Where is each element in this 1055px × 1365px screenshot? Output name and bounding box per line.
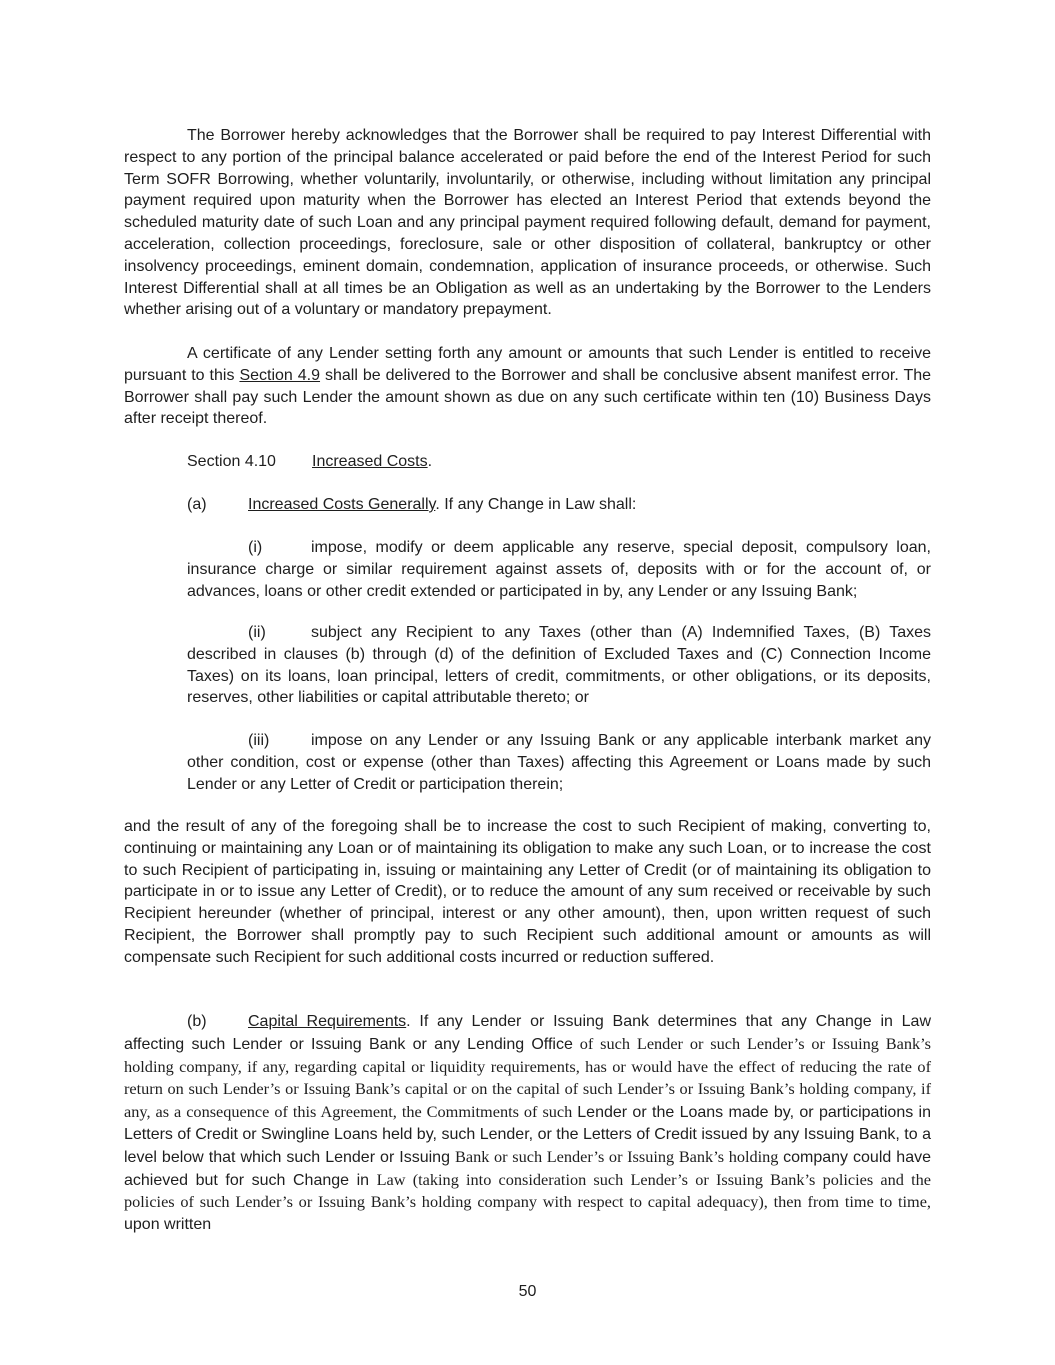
clause-b-title: Capital Requirements xyxy=(248,1013,407,1030)
paragraph-result: and the result of any of the foregoing shall be to increase the cost to such Recipient of making, converting to, continuing or maintaining any Loan or of maintaining its obligation to make any such Loan, or to increase the cost to such Recipient of participating in, issuing or maintaining any Letter of Credit (or of maintaining its obligation to participate in or to issue any Letter of Credit), or to reduce the amount of any sum received or receivable by such Recipient hereunder (whether of principal, interest or any other amount), then, upon written request of such Recipient, the Borrower shall promptly pay to such Recipient such additional amount or amounts as will compensate such Recipient for such additional costs incurred or reduction suffered. xyxy=(124,818,931,966)
clause-b: (b) Capital Requirements. If any Lender or Issuing Bank determines that any Change in Law affecting such Lender or Issuing Bank or any Lending Office of such Lender or such Lender’s or Issuing Bank’s holding company, if any, regarding capital or liquidity requirements, has or would have the effect of reducing the rate of return on such Lender’s or Issuing Bank’s capital or on the capital of such Lender’s or Issuing Bank’s holding company, if any, as a consequence of this Agreement, the Commitments of such Lender or the Loans made by, or participations in Letters of Credit or Swingline Loans held by, such Lender, or the Letters of Credit issued by any Issuing Bank, to a level below that which such Lender or Issuing Bank or such Lender’s or Issuing Bank’s holding company could have achieved but for such Change in Law (taking into consideration such Lender’s or Issuing Bank’s policies and the policies of such Lender’s or Issuing Bank’s holding company with respect to capital adequacy), then from time to time, upon written xyxy=(124,1013,932,1234)
paragraph-certificate: A certificate of any Lender setting forth any amount or amounts that such Lender is entitled to receive pursuant to this Section 4.9 shall be delivered to the Borrower and shall be conclusive absent manifest error. The Borrower shall pay such Lender the amount shown as due on any such certificate within ten (10) Business Days after receipt thereof. xyxy=(124,345,932,428)
subclause-ii: (ii) subject any Recipient to any Taxes (other than (A) Indemnified Taxes, (B) Taxes described in clauses (b) through (d) of the definition of Excluded Taxes and (C) Connection Income Taxes) on its loans, loan principal, letters of credit, commitments, or other obligations, or its deposits, reserves, other liabilities or capital attributable thereto; or xyxy=(187,624,931,707)
subclause-ii-label: (ii) xyxy=(248,624,266,641)
clause-a: (a) Increased Costs Generally. If any Change in Law shall: xyxy=(187,494,931,516)
section-number: Section 4.10 xyxy=(187,453,276,470)
section-heading: Section 4.10 Increased Costs. xyxy=(187,451,931,473)
subclause-i: (i) impose, modify or deem applicable any reserve, special deposit, compulsory loan, insurance charge or similar requirement against assets of, deposits with or for the account of, or advances, loans or other credit extended or participated in by, any Lender or any Issuing Bank; xyxy=(187,539,931,600)
subclause-iii: (iii) impose on any Lender or any Issuing Bank or any applicable interbank market any other condition, cost or expense (other than Taxes) affecting this Agreement or Loans made by such Lender or any Letter of Credit or participation therein; xyxy=(187,732,931,793)
paragraph-interest-differential: The Borrower hereby acknowledges that the Borrower shall be required to pay Interest Differential with respect to any portion of the principal balance accelerated or paid before the end of the Interest Period for such Term SOFR Borrowing, whether voluntarily, involuntarily, or otherwise, including without limitation any principal payment required upon maturity when the Borrower has elected an Interest Period that extends beyond the scheduled maturity date of such Loan and any principal payment required following default, demand for payment, acceleration, collection proceedings, foreclosure, sale or other disposition of collateral, bankruptcy or other insolvency proceedings, eminent domain, condemnation, application of insurance proceeds, or otherwise. Such Interest Differential shall at all times be an Obligation as well as an undertaking by the Borrower to the Lenders whether arising out of a voluntary or mandatory prepayment. xyxy=(124,127,931,319)
section-4-9-reference: Section 4.9 xyxy=(239,366,321,384)
section-title: Increased Costs xyxy=(312,453,428,470)
clause-a-label: (a) xyxy=(187,496,207,513)
page-number: 50 xyxy=(518,1283,537,1300)
subclause-iii-label: (iii) xyxy=(248,732,270,749)
clause-a-title: Increased Costs Generally xyxy=(248,496,436,513)
clause-b-label: (b) xyxy=(187,1013,207,1030)
subclause-i-label: (i) xyxy=(248,539,263,556)
